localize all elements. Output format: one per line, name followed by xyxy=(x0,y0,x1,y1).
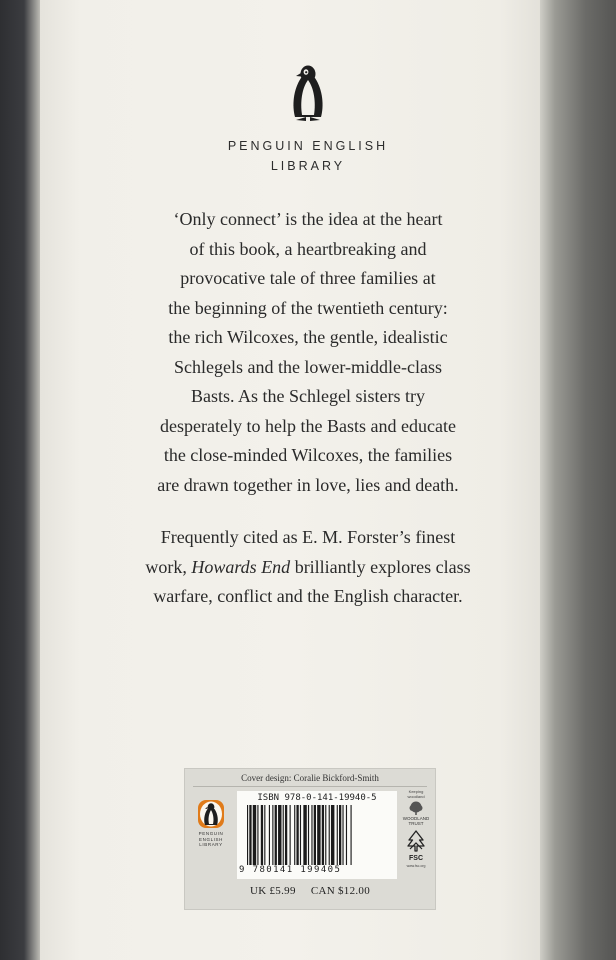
certification-marks xyxy=(399,789,433,881)
mini-imprint-line: ENGLISH xyxy=(199,836,223,842)
blurb-line: provocative tale of three families at xyxy=(180,268,436,288)
mini-imprint xyxy=(189,831,233,848)
barcode-panel xyxy=(184,768,436,910)
barcode-bar xyxy=(290,805,291,865)
barcode-bar xyxy=(296,805,298,865)
book-title: Howards End xyxy=(191,556,291,577)
barcode-bar xyxy=(272,805,273,865)
barcode-bar xyxy=(308,805,309,865)
penguin-logo-icon xyxy=(197,799,225,829)
panel-divider xyxy=(193,786,427,787)
barcode-bar xyxy=(351,805,352,865)
barcode-bar xyxy=(275,805,277,865)
cover-credit: Cover design: Coralie Bickford-Smith xyxy=(241,773,379,783)
blurb-line: Frequently cited as E. M. Forster’s finest xyxy=(160,527,456,547)
barcode-bar xyxy=(253,805,256,865)
barcode-bar xyxy=(261,805,263,865)
imprint-name xyxy=(200,136,416,176)
barcode-bar xyxy=(278,805,281,865)
barcode-bar xyxy=(337,805,338,865)
blurb-line: are drawn together in love, lies and death. xyxy=(157,474,459,495)
blurb-paragraph-2 xyxy=(120,523,496,612)
barcode-bar xyxy=(314,805,316,865)
barcode-digits: 9 780141 199405 xyxy=(239,865,342,875)
barcode-bar xyxy=(329,805,330,865)
barcode-bar xyxy=(283,805,284,865)
blurb-line: the rich Wilcoxes, the gentle, idealistic xyxy=(168,327,448,347)
mini-imprint-line: LIBRARY xyxy=(199,842,223,847)
blurb-line: warfare, conflict and the English character. xyxy=(153,586,463,606)
blurb-line: the close-minded Wilcoxes, the families xyxy=(163,445,453,465)
fsc-tree-icon xyxy=(406,829,426,853)
barcode-bar xyxy=(322,805,324,865)
blurb-line: Basts. As the Schlegel sisters try xyxy=(191,386,425,406)
barcode-bar xyxy=(294,805,295,865)
barcode xyxy=(237,791,397,879)
mini-imprint-line: PENGUIN xyxy=(198,831,224,836)
barcode-bar xyxy=(303,805,306,865)
price-can: CAN $12.00 xyxy=(310,885,371,897)
blurb-line: Schlegels and the lower-middle-class xyxy=(173,356,443,377)
barcode-bar xyxy=(300,805,301,865)
barcode-bar xyxy=(285,805,287,865)
blurb-line: the beginning of the twentieth century: xyxy=(168,297,448,318)
blurb-line: desperately to help the Basts and educate xyxy=(160,415,456,436)
price-uk: UK £5.99 xyxy=(249,885,296,897)
blurb-line: of this book, a heartbreaking and xyxy=(189,238,427,259)
price xyxy=(185,885,435,897)
barcode-bar xyxy=(257,805,258,865)
woodland-trust-label xyxy=(399,816,433,826)
tree-icon xyxy=(408,801,424,815)
barcode-bar xyxy=(264,805,265,865)
blurb-line-prefix: work, xyxy=(145,556,192,577)
woodland-text xyxy=(399,789,433,799)
blurb xyxy=(120,205,496,612)
barcode-bars xyxy=(245,805,391,865)
blurb-paragraph-1 xyxy=(120,205,496,500)
blurb-line: ‘Only connect’ is the idea at the heart xyxy=(173,209,443,229)
isbn-text: ISBN 978-0-141-19940-5 xyxy=(257,793,377,803)
barcode-bar xyxy=(342,805,343,865)
barcode-bar xyxy=(346,805,347,865)
blurb-line-suffix: brilliantly explores class xyxy=(290,556,471,577)
imprint-line-1: PENGUIN ENGLISH xyxy=(227,139,389,153)
woodland-text-line: Keeping xyxy=(408,789,424,794)
woodland-label-line: TRUST xyxy=(408,821,424,826)
fsc-url: www.fsc.org xyxy=(406,864,426,868)
barcode-bar xyxy=(339,805,341,865)
barcode-bar xyxy=(325,805,326,865)
woodland-label-line: WOODLAND xyxy=(402,816,430,821)
barcode-bar xyxy=(311,805,312,865)
barcode-bar xyxy=(317,805,320,865)
imprint-line-2: LIBRARY xyxy=(270,159,346,173)
fsc-label: FSC xyxy=(409,855,423,862)
penguin-logo-icon xyxy=(288,60,328,124)
spine-edge-left xyxy=(0,0,40,960)
page-edge-right xyxy=(540,0,616,960)
barcode-bar xyxy=(249,805,251,865)
barcode-bar xyxy=(269,805,270,865)
woodland-text-line: woodland xyxy=(407,794,425,799)
barcode-bar xyxy=(247,805,248,865)
barcode-bar xyxy=(331,805,334,865)
